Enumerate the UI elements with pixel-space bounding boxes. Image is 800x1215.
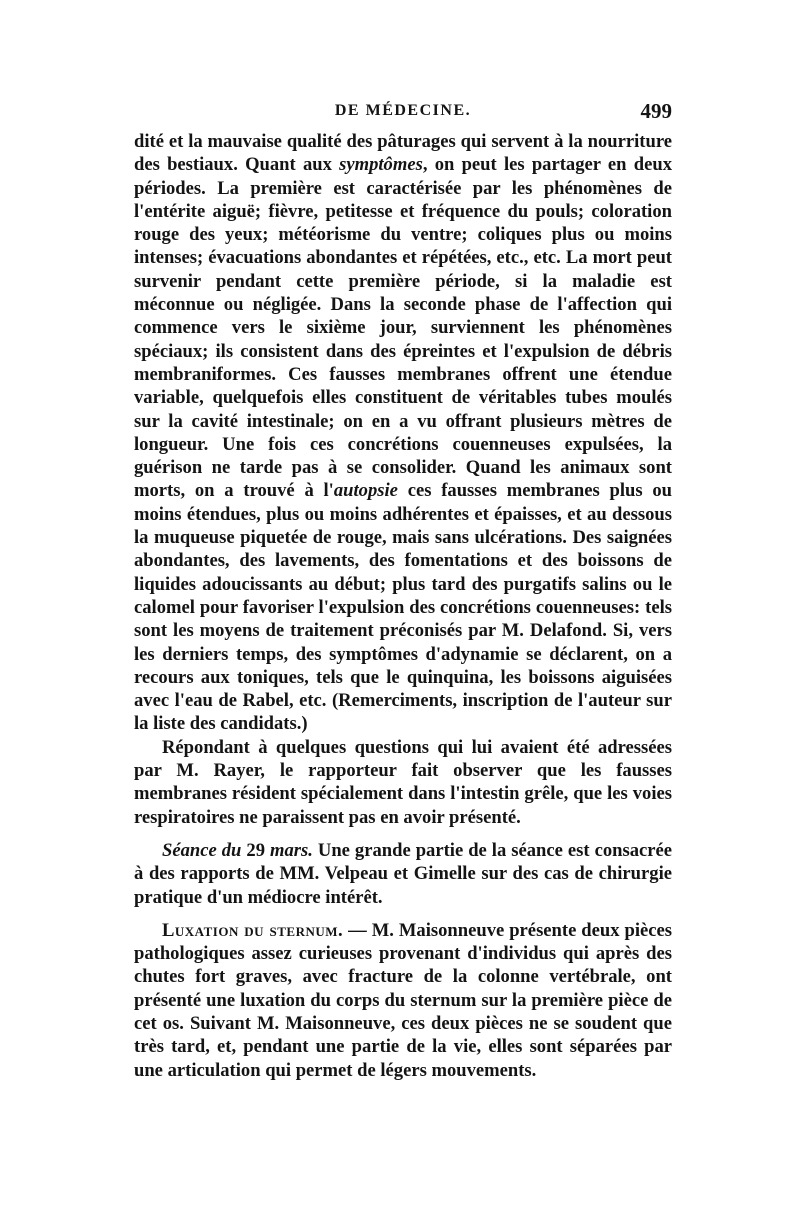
text-run: — M. Maisonneuve présente deux pièces pathologiques assez curieuses provenant d'individus qui après des chutes fort graves, avec fracture de la colonne vertébrale, ont présenté une luxation du corps du sternum sur la première pièce de cet os. Suivant M. Maisonneuve, ces deux pièces ne se soudent que très tard, et, pendant une partie de la vie, elles sont séparées par une articulation qui permet de légers mouvements. [134,919,672,1081]
running-title: DE MÉDECINE. [334,102,472,119]
italic-text: Séance du [162,839,242,861]
paragraph [134,736,672,829]
text-run: dité et la mauvaise qualité des pâturages qui servent à la nourriture des bestiaux. Quant aux [134,131,672,176]
paragraph [134,919,672,1082]
text-run: Répondant à quelques questions qui lui avaient été adressées par M. Rayer, le rapporteur fait observer que les fausses membranes résident spécialement dans l'intestin grêle, que les voies respiratoires ne paraissent pas en avoir présenté. [134,736,672,828]
italic-text: symptômes [339,154,423,176]
italic-text: mars. [270,839,313,861]
running-head [134,96,672,130]
body-text [134,130,672,1082]
paragraph [134,839,672,909]
italic-text: autopsie [333,480,398,502]
text-run: ces fausses membranes plus ou moins étendues, plus ou moins adhérentes et épaisses, et au dessous la muqueuse piquetée de rouge, mais sans ulcérations. Des saignées abondantes, des lavements, des fomentations et des boissons de liquides adoucissants au début; plus tard des purgatifs salins ou le calomel pour favoriser l'expulsion des concrétions couenneuses: tels sont les moyens de traitement préconisés par M. Delafond. Si, vers les derniers temps, des symptômes d'adynamie se déclarent, on a recours aux toniques, tels que le quinquina, les boissons aiguisées avec l'eau de Rabel, etc. (Remerciments, inscription de l'auteur sur la liste des candidats.) [134,480,673,735]
text-run: , on peut les partager en deux périodes. La première est caractérisée par les phénomènes de l'entérite aiguë; fièvre, petitesse et fréquence du pouls; coloration rouge des yeux; météorisme du ventre; coliques plus ou moins intenses; évacuations abondantes et répétées, etc., etc. La mort peut survenir pendant cette première période, si la maladie est méconnue ou négligée. Dans la seconde phase de l'affection qui commence vers le sixième jour, surviennent les phénomènes spéciaux; ils consistent dans des épreintes et l'expulsion de débris membraniformes. Ces fausses membranes offrent une étendue variable, quelquefois elles constituent de véritables tubes moulés sur la cavité intestinale; on en a vu offrant plusieurs mètres de longueur. Une fois ces concrétions couenneuses expulsées, la guérison ne tarde pas à se consolider. Quand les animaux sont morts, on a trouvé à l' [134,154,672,502]
paragraph [134,130,672,736]
page-number: 499 [640,99,672,123]
section-heading: Luxation du sternum. [162,919,344,941]
text-run: 29 [241,839,270,861]
text-run: Une grande partie de la séance est consacrée à des rapports de MM. Velpeau et Gimelle sur des cas de chirurgie pratique d'un médiocre intérêt. [134,839,673,908]
